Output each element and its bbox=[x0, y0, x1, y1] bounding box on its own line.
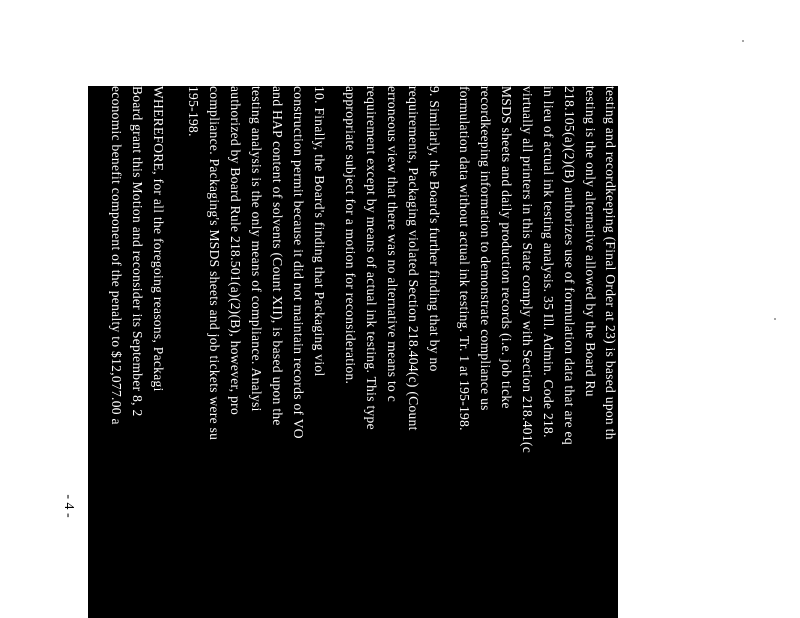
body-line: 218.105(a)(2)(B) authorizes use of formulation data that are eq bbox=[562, 86, 577, 445]
body-line: economic benefit component of the penalty to $12,077.00 a bbox=[109, 86, 124, 425]
body-line: MSDS sheets and daily production records (i.e. job ticke bbox=[499, 86, 514, 409]
body-line: formulation data without actual ink testing. Tr. 1 at 195-198. bbox=[457, 86, 472, 431]
body-line: appropriate subject for a motion for reconsideration. bbox=[343, 86, 358, 385]
body-line: authorized by Board Rule 218.501(a)(2)(B), however, pro bbox=[228, 86, 243, 415]
body-line: Board grant this Motion and reconsider its September 8, 2 bbox=[130, 86, 145, 417]
inverted-text-block bbox=[88, 86, 618, 618]
body-line: in lieu of actual ink testing analysis. 35 Ill. Admin. Code 218. bbox=[541, 86, 556, 438]
body-line: recordkeeping information to demonstrate compliance us bbox=[478, 86, 493, 411]
rotated-body-text bbox=[88, 86, 618, 618]
body-line: testing is the only alternative allowed by the Board Ru bbox=[583, 86, 598, 397]
body-line: requirements, Packaging violated Section 218.404(c) (Count bbox=[406, 86, 421, 431]
body-line: WHEREFORE, for all the foregoing reasons, Packagi bbox=[151, 86, 166, 392]
body-line: virtually all printers in this State comply with Section 218.401(c bbox=[520, 86, 535, 453]
scan-speck bbox=[774, 318, 776, 320]
body-line: 9. Similarly, the Board's further finding that by no bbox=[427, 86, 442, 372]
body-line: 195-198. bbox=[186, 86, 201, 137]
body-line: erroneous view that there was no alternative means to c bbox=[385, 86, 400, 403]
body-line: compliance. Packaging's MSDS sheets and job tickets were su bbox=[207, 86, 222, 441]
body-line: 10. Finally, the Board's finding that Packaging viol bbox=[312, 86, 327, 377]
body-line: testing analysis is the only means of compliance. Analysi bbox=[249, 86, 264, 412]
body-line: testing and recordkeeping (Final Order at 23) is based upon th bbox=[603, 86, 618, 440]
body-line: requirement except by means of actual ink testing. This type bbox=[364, 86, 379, 430]
body-line: and HAP content of solvents (Count XII), is based upon the bbox=[270, 86, 285, 426]
scan-speck bbox=[742, 40, 744, 42]
page-number: - 4 - bbox=[61, 494, 76, 518]
body-line: construction permit because it did not maintain records of VO bbox=[291, 86, 306, 439]
